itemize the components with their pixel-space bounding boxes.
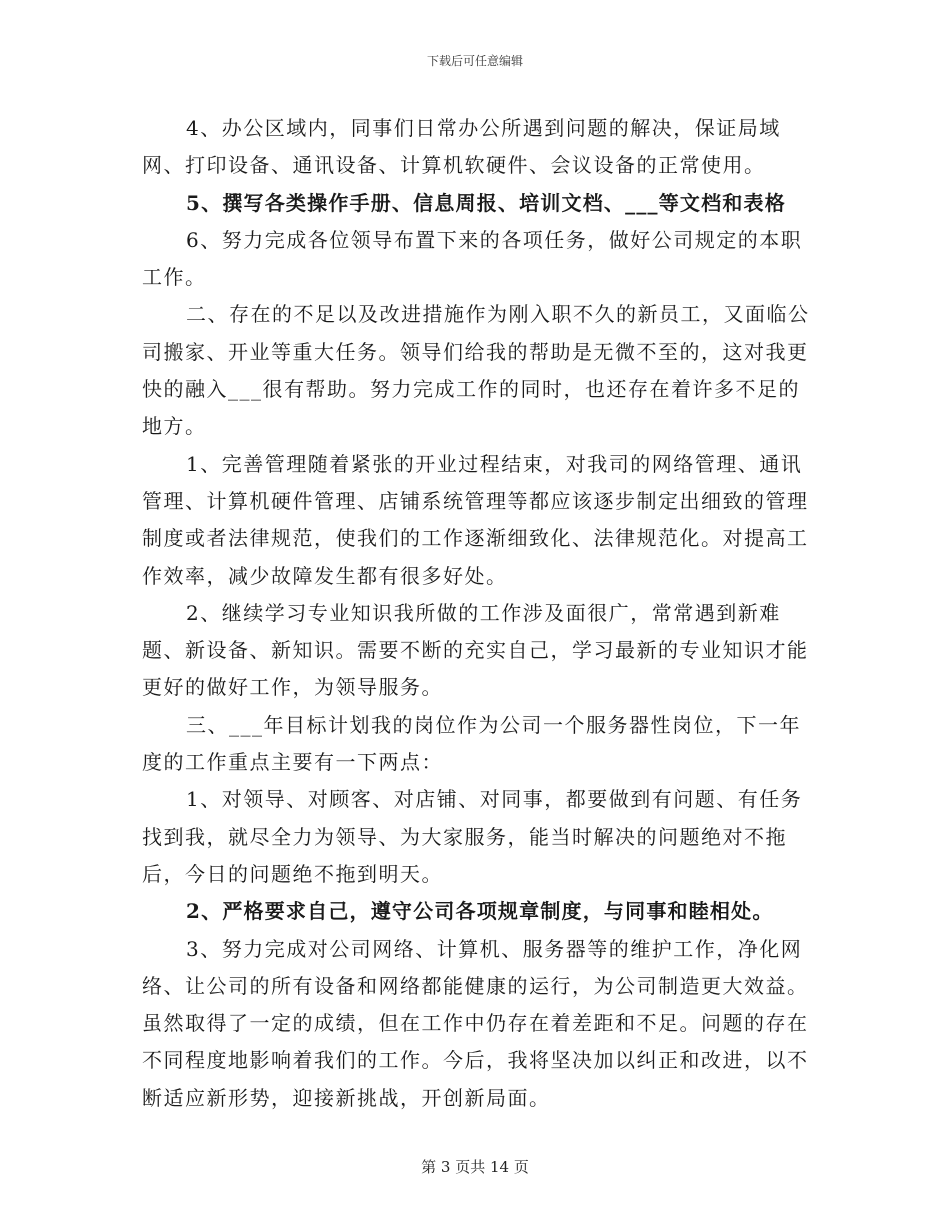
document-body <box>142 110 812 1117</box>
paragraph-item-5-manuals: 5、撰写各类操作手册、信息周报、培训文档、___等文档和表格 <box>186 190 786 215</box>
paragraph-continue-learning: 2、继续学习专业知识我所做的工作涉及面很广，常常遇到新难题、新设备、新知识。需要不断的充实自己，学习最新的专业知识才能更好的做好工作，为领导服务。 <box>142 600 809 700</box>
paragraph-goal-3-maintenance: 3、努力完成对公司网络、计算机、服务器等的维护工作，净化网络、让公司的所有设备和网络都能健康的运行，为公司制造更大效益。虽然取得了一定的成绩，但在工作中仍存在着差距和不足。问题的存在不同程度地影响着我们的工作。今后，我将坚决加以纠正和改进，以不断适应新形势，迎接新挑战，开创新局面。 <box>142 936 809 1110</box>
page-header: 下载后可任意编辑 <box>426 54 523 68</box>
paragraph-goal-1-service: 1、对领导、对顾客、对店铺、对同事，都要做到有问题、有任务找到我，就尽全力为领导、为大家服务，能当时解决的问题绝对不拖后，今日的问题绝不拖到明天。 <box>142 787 803 886</box>
paragraph-section-3-goals: 三、___年目标计划我的岗位作为公司一个服务器性岗位，下一年度的工作重点主要有一下两点： <box>142 712 801 775</box>
paragraph-section-2-shortcomings: 二、存在的不足以及改进措施作为刚入职不久的新员工，又面临公司搬家、开业等重大任务。领导们给我的帮助是无微不至的，这对我更快的融入___很有帮助。努力完成工作的同时，也还存在着许多不足的地方。 <box>142 302 810 439</box>
paragraph-improve-management: 1、完善管理随着紧张的开业过程结束，对我司的网络管理、通讯管理、计算机硬件管理、店铺系统管理等都应该逐步制定出细致的管理制度或者法律规范，使我们的工作逐渐细致化、法律规范化。对提高工作效率，减少故障发生都有很多好处。 <box>142 451 809 588</box>
paragraph-item-4-office: 4、办公区域内，同事们日常办公所遇到问题的解决，保证局域网、打印设备、通讯设备、计算机软硬件、会议设备的正常使用。 <box>142 116 781 178</box>
paragraph-item-6-tasks: 6、努力完成各位领导布置下来的各项任务，做好公司规定的本职工作。 <box>142 227 803 290</box>
page-footer-page-number: 第 3 页共 14 页 <box>421 1158 529 1176</box>
paragraph-goal-2-discipline: 2、严格要求自己，遵守公司各项规章制度，与同事和睦相处。 <box>186 899 774 924</box>
